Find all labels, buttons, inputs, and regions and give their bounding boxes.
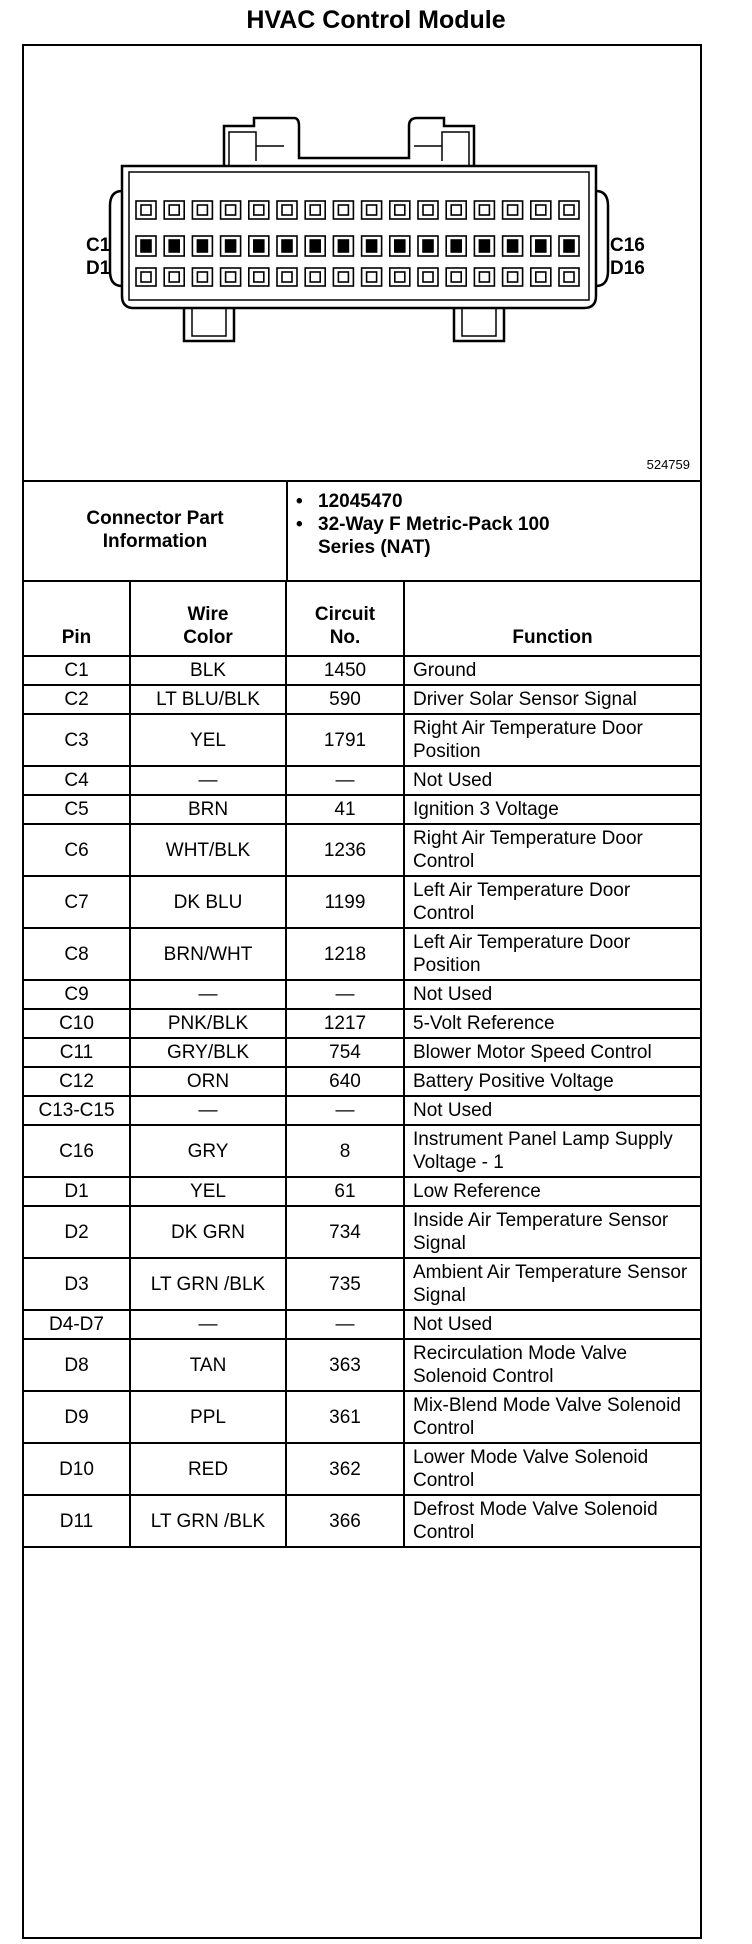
function-cell: Not Used xyxy=(404,980,700,1009)
pin-cell: C12 xyxy=(24,1067,130,1096)
pin-cavity-terminal xyxy=(282,272,292,282)
pin-cavity-terminal xyxy=(282,240,292,252)
wire-color-cell: BLK xyxy=(130,656,286,685)
pin-cavity-terminal xyxy=(451,272,461,282)
table-row xyxy=(24,1067,700,1096)
circuit-cell: 41 xyxy=(286,795,404,824)
table-row xyxy=(24,876,700,928)
pin-cavity xyxy=(418,201,438,219)
pin-cavity xyxy=(249,201,269,219)
function-cell: Lower Mode Valve Solenoid Control xyxy=(404,1443,700,1495)
circuit-cell: 8 xyxy=(286,1125,404,1177)
pin-cell: D2 xyxy=(24,1206,130,1258)
connector-part-item xyxy=(296,513,696,559)
pin-cavity-terminal xyxy=(197,240,207,252)
wire-color-cell: — xyxy=(130,980,286,1009)
circuit-cell: 735 xyxy=(286,1258,404,1310)
table-row xyxy=(24,1177,700,1206)
pin-cell: C4 xyxy=(24,766,130,795)
function-cell: Not Used xyxy=(404,1096,700,1125)
pin-cavity xyxy=(305,201,325,219)
function-cell: Low Reference xyxy=(404,1177,700,1206)
pin-cavity-terminal xyxy=(141,272,151,282)
connector-type: 32-Way F Metric-Pack 100 Series (NAT) xyxy=(318,514,550,558)
pin-cavity xyxy=(164,201,184,219)
circuit-cell: 734 xyxy=(286,1206,404,1258)
table-row xyxy=(24,1038,700,1067)
circuit-cell: 1450 xyxy=(286,656,404,685)
pin-cavity xyxy=(333,268,353,286)
connector-sheet xyxy=(22,44,702,1939)
pin-cavity-terminal xyxy=(536,205,546,215)
pin-cavity-terminal xyxy=(338,205,348,215)
function-cell: Ground xyxy=(404,656,700,685)
circuit-cell: 1217 xyxy=(286,1009,404,1038)
table-row xyxy=(24,714,700,766)
circuit-cell: 1236 xyxy=(286,824,404,876)
pin-cavity xyxy=(559,268,579,286)
header-circuit-no: Circuit No. xyxy=(286,580,404,656)
pin-cavity xyxy=(249,268,269,286)
label-d16: D16 xyxy=(610,258,645,279)
circuit-cell: 640 xyxy=(286,1067,404,1096)
connector-diagram xyxy=(24,46,700,482)
pin-cell: C5 xyxy=(24,795,130,824)
pin-cavity-terminal xyxy=(282,205,292,215)
circuit-cell: 362 xyxy=(286,1443,404,1495)
function-cell: Battery Positive Voltage xyxy=(404,1067,700,1096)
bullet-icon: • xyxy=(296,491,303,512)
pin-cavity-terminal xyxy=(254,205,264,215)
function-cell: Right Air Temperature Door Control xyxy=(404,824,700,876)
pin-cell: D10 xyxy=(24,1443,130,1495)
function-cell: Right Air Temperature Door Position xyxy=(404,714,700,766)
table-row xyxy=(24,980,700,1009)
connector-part-info xyxy=(24,480,700,582)
wire-color-cell: TAN xyxy=(130,1339,286,1391)
page-title: HVAC Control Module xyxy=(246,6,506,34)
circuit-cell: 61 xyxy=(286,1177,404,1206)
pin-cell: C6 xyxy=(24,824,130,876)
wire-color-cell: — xyxy=(130,1096,286,1125)
pin-cavity xyxy=(136,268,156,286)
wire-color-cell: ORN xyxy=(130,1067,286,1096)
table-row xyxy=(24,824,700,876)
function-cell: Not Used xyxy=(404,1310,700,1339)
connector-part-item xyxy=(296,490,696,513)
circuit-cell: — xyxy=(286,1096,404,1125)
table-row xyxy=(24,1339,700,1391)
wire-color-cell: PPL xyxy=(130,1391,286,1443)
pin-cavity xyxy=(503,268,523,286)
pin-cavity-terminal xyxy=(423,272,433,282)
pin-cell: C3 xyxy=(24,714,130,766)
pin-cavity-terminal xyxy=(254,272,264,282)
pin-cell: C13-C15 xyxy=(24,1096,130,1125)
connector-part-info-label xyxy=(24,480,288,580)
pin-cavity xyxy=(390,268,410,286)
pin-cell: C11 xyxy=(24,1038,130,1067)
wire-color-cell: GRY/BLK xyxy=(130,1038,286,1067)
circuit-cell: 754 xyxy=(286,1038,404,1067)
pin-cavity xyxy=(277,201,297,219)
header-function: Function xyxy=(404,580,700,656)
wire-color-cell: RED xyxy=(130,1443,286,1495)
connector-drawing xyxy=(24,46,700,480)
circuit-cell: 1199 xyxy=(286,876,404,928)
pin-cavity-terminal xyxy=(310,205,320,215)
pin-cavity-terminal xyxy=(395,205,405,215)
table-row xyxy=(24,1495,700,1547)
wire-color-cell: YEL xyxy=(130,1177,286,1206)
pin-cavity xyxy=(362,201,382,219)
figure-number: 524759 xyxy=(646,457,690,472)
wire-color-cell: WHT/BLK xyxy=(130,824,286,876)
wire-color-cell: LT BLU/BLK xyxy=(130,685,286,714)
header-pin: Pin xyxy=(24,580,130,656)
pin-cavity-terminal xyxy=(197,205,207,215)
pin-cavity-terminal xyxy=(169,272,179,282)
pin-cavity xyxy=(446,268,466,286)
pin-cavity xyxy=(221,268,241,286)
function-cell: Left Air Temperature Door Control xyxy=(404,876,700,928)
pin-cell: D4-D7 xyxy=(24,1310,130,1339)
pin-cavity-terminal xyxy=(423,205,433,215)
bullet-icon: • xyxy=(296,514,303,535)
wire-color-cell: — xyxy=(130,766,286,795)
pin-cell: D3 xyxy=(24,1258,130,1310)
pin-cell: C2 xyxy=(24,685,130,714)
pin-cell: D1 xyxy=(24,1177,130,1206)
pin-cavity xyxy=(531,268,551,286)
function-cell: Not Used xyxy=(404,766,700,795)
pin-cavity xyxy=(531,201,551,219)
pin-cavity xyxy=(192,268,212,286)
connector-part-info-text: Connector Part Information xyxy=(86,508,224,552)
function-cell: Instrument Panel Lamp Supply Voltage - 1 xyxy=(404,1125,700,1177)
pin-cavity xyxy=(136,201,156,219)
table-row xyxy=(24,1443,700,1495)
table-row xyxy=(24,656,700,685)
circuit-cell: 361 xyxy=(286,1391,404,1443)
table-header-row xyxy=(24,580,700,656)
function-cell: 5-Volt Reference xyxy=(404,1009,700,1038)
pin-cavity xyxy=(390,201,410,219)
pin-cell: C8 xyxy=(24,928,130,980)
pin-cavity-terminal xyxy=(508,272,518,282)
pin-cavity-terminal xyxy=(451,205,461,215)
pin-cavity xyxy=(559,201,579,219)
wire-color-cell: LT GRN /BLK xyxy=(130,1495,286,1547)
pin-cavity-terminal xyxy=(479,240,489,252)
table-row xyxy=(24,1125,700,1177)
pin-cavity-terminal xyxy=(310,240,320,252)
pin-cavity-terminal xyxy=(479,205,489,215)
pin-cell: C16 xyxy=(24,1125,130,1177)
pin-cell: C1 xyxy=(24,656,130,685)
label-c1: C1 xyxy=(86,235,111,256)
function-cell: Defrost Mode Valve Solenoid Control xyxy=(404,1495,700,1547)
pin-cavity-terminal xyxy=(508,205,518,215)
label-c16: C16 xyxy=(610,235,645,256)
pin-cavity-terminal xyxy=(338,240,348,252)
pin-cell: D9 xyxy=(24,1391,130,1443)
wire-color-cell: BRN/WHT xyxy=(130,928,286,980)
table-row xyxy=(24,928,700,980)
table-row xyxy=(24,1096,700,1125)
pin-cavity-terminal xyxy=(226,272,236,282)
function-cell: Ambient Air Temperature Sensor Signal xyxy=(404,1258,700,1310)
connector-part-info-list xyxy=(296,490,696,559)
pin-cavity-terminal xyxy=(141,240,151,252)
wire-color-cell: BRN xyxy=(130,795,286,824)
pin-cavity-terminal xyxy=(254,240,264,252)
pin-cavity xyxy=(192,201,212,219)
pin-cavity-terminal xyxy=(141,205,151,215)
circuit-cell: — xyxy=(286,766,404,795)
circuit-cell: 1218 xyxy=(286,928,404,980)
function-cell: Mix-Blend Mode Valve Solenoid Control xyxy=(404,1391,700,1443)
part-number: 12045470 xyxy=(318,491,403,512)
pin-cavity-terminal xyxy=(536,240,546,252)
pin-cell: C7 xyxy=(24,876,130,928)
circuit-cell: 363 xyxy=(286,1339,404,1391)
wire-color-cell: DK GRN xyxy=(130,1206,286,1258)
pinout-table xyxy=(24,580,700,1548)
pin-cavity-terminal xyxy=(395,272,405,282)
pin-cell: C9 xyxy=(24,980,130,1009)
pin-cavity-terminal xyxy=(338,272,348,282)
function-cell: Recirculation Mode Valve Solenoid Control xyxy=(404,1339,700,1391)
pin-cavity-terminal xyxy=(508,240,518,252)
table-row xyxy=(24,1310,700,1339)
pin-cavity-terminal xyxy=(367,205,377,215)
table-row xyxy=(24,1206,700,1258)
pin-cavity-terminal xyxy=(423,240,433,252)
pin-cavity-terminal xyxy=(169,240,179,252)
pin-cavity xyxy=(277,268,297,286)
function-cell: Blower Motor Speed Control xyxy=(404,1038,700,1067)
table-row xyxy=(24,795,700,824)
function-cell: Ignition 3 Voltage xyxy=(404,795,700,824)
pin-cell: D8 xyxy=(24,1339,130,1391)
pin-cavity-terminal xyxy=(169,205,179,215)
pin-cavity xyxy=(503,201,523,219)
table-row xyxy=(24,1391,700,1443)
wire-color-cell: PNK/BLK xyxy=(130,1009,286,1038)
pin-cavity-terminal xyxy=(197,272,207,282)
pin-cavity-terminal xyxy=(564,240,574,252)
table-row xyxy=(24,766,700,795)
table-row xyxy=(24,1009,700,1038)
pin-cavity-terminal xyxy=(226,240,236,252)
table-row xyxy=(24,685,700,714)
pin-cavity xyxy=(446,201,466,219)
pin-cavity xyxy=(474,268,494,286)
pin-cavity xyxy=(333,201,353,219)
circuit-cell: — xyxy=(286,980,404,1009)
pin-cavity-terminal xyxy=(310,272,320,282)
circuit-cell: — xyxy=(286,1310,404,1339)
pin-cavity-terminal xyxy=(395,240,405,252)
wire-color-cell: DK BLU xyxy=(130,876,286,928)
pin-cavity xyxy=(418,268,438,286)
circuit-cell: 366 xyxy=(286,1495,404,1547)
pin-cavity-terminal xyxy=(367,272,377,282)
pin-cavity xyxy=(305,268,325,286)
header-wire-color: Wire Color xyxy=(130,580,286,656)
function-cell: Left Air Temperature Door Position xyxy=(404,928,700,980)
pin-cavity-terminal xyxy=(564,205,574,215)
label-d1: D1 xyxy=(86,258,111,279)
pin-cavity-terminal xyxy=(451,240,461,252)
pin-cavity-terminal xyxy=(564,272,574,282)
wire-color-cell: GRY xyxy=(130,1125,286,1177)
pin-cavity xyxy=(474,201,494,219)
wire-color-cell: YEL xyxy=(130,714,286,766)
pin-cavity xyxy=(221,201,241,219)
circuit-cell: 590 xyxy=(286,685,404,714)
pin-cavity-terminal xyxy=(226,205,236,215)
pin-cavity xyxy=(164,268,184,286)
pin-cavity-terminal xyxy=(479,272,489,282)
wire-color-cell: — xyxy=(130,1310,286,1339)
table-row xyxy=(24,1258,700,1310)
pin-cavity-terminal xyxy=(536,272,546,282)
function-cell: Driver Solar Sensor Signal xyxy=(404,685,700,714)
pin-cell: C10 xyxy=(24,1009,130,1038)
function-cell: Inside Air Temperature Sensor Signal xyxy=(404,1206,700,1258)
circuit-cell: 1791 xyxy=(286,714,404,766)
wire-color-cell: LT GRN /BLK xyxy=(130,1258,286,1310)
pin-cavity xyxy=(362,268,382,286)
pin-cell: D11 xyxy=(24,1495,130,1547)
pin-cavity-terminal xyxy=(367,240,377,252)
